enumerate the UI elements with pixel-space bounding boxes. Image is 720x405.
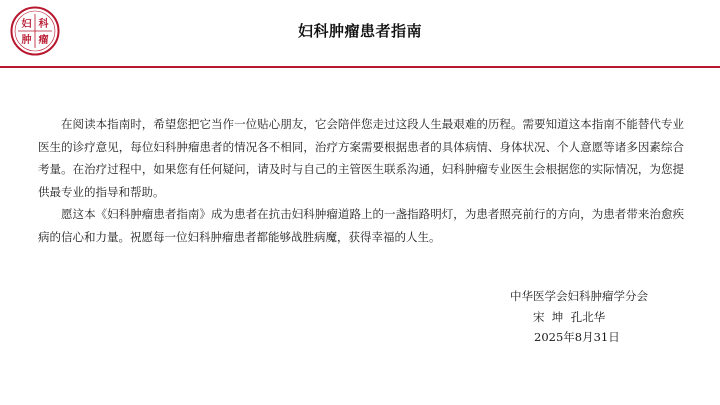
signature-block: [470, 286, 670, 348]
signature-date: 2025年8月31日: [534, 330, 620, 344]
svg-text:妇: 妇: [21, 19, 32, 30]
guide-preface-body: [38, 113, 684, 248]
svg-text:肿: 肿: [21, 35, 32, 46]
svg-text:瘤: 瘤: [38, 35, 49, 46]
document-title: 妇科肿瘤患者指南: [297, 22, 422, 40]
body-paragraph: 愿这本《妇科肿瘤患者指南》成为患者在抗击妇科肿瘤道路上的一盏指路明灯，为患者照亮前行的方向，为患者带来治愈疾病的信心和力量。祝愿每一位妇科肿瘤患者都能够战胜病魔，获得幸福的人生。: [38, 207, 684, 244]
header-divider: [0, 66, 720, 68]
svg-text:科: 科: [38, 19, 49, 30]
body-paragraph: 在阅读本指南时，希望您把它当作一位贴心朋友，它会陪伴您走过这段人生最艰难的历程。需要知道这本指南不能替代专业医生的诊疗意见，每位妇科肿瘤患者的情况各不相同，治疗方案需要根据患者的具体病情、身体状况、个人意愿等诸多因素综合考量。在治疗过程中，如果您有任何疑问，请及时与自己的主管医生联系沟通，妇科肿瘤专业医生会根据您的实际情况，为您提供最专业的指导和帮助。: [38, 117, 684, 199]
signature-organization: 中华医学会妇科肿瘤学分会: [510, 289, 648, 303]
signature-names: 宋 坤 孔北华: [533, 309, 606, 324]
document-header: [0, 0, 720, 66]
